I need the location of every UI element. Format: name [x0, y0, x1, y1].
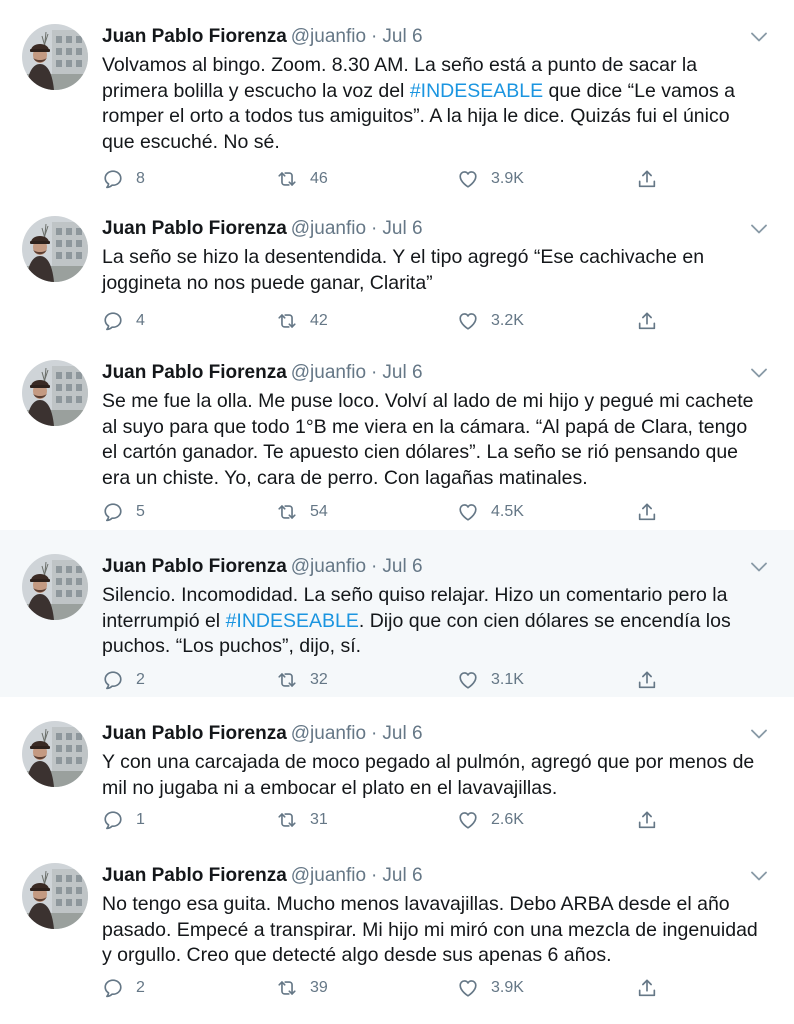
reply-icon	[102, 168, 124, 190]
author-handle[interactable]: @juanfio	[290, 26, 367, 47]
tweet-date[interactable]: Jul 6	[382, 26, 423, 47]
like-button[interactable]	[457, 499, 524, 525]
retweet-count: 46	[310, 170, 328, 187]
chevron-down-icon[interactable]	[750, 869, 768, 883]
tweet-text	[102, 389, 762, 491]
heart-icon	[457, 809, 479, 831]
author-handle[interactable]: @juanfio	[290, 218, 367, 239]
reply-icon	[102, 809, 124, 831]
tweet[interactable]	[0, 697, 794, 852]
tweet-text	[102, 583, 762, 660]
tweet-text	[102, 750, 762, 801]
tweet-header	[102, 864, 734, 888]
chevron-down-icon[interactable]	[750, 30, 768, 44]
tweet-header	[102, 25, 734, 49]
tweet[interactable]	[0, 0, 794, 210]
avatar[interactable]	[22, 721, 88, 787]
tweet-text-segment: . Dijo que con cien dólares se encendía los puchos. “Los puchos”, dijo, sí.	[102, 609, 731, 657]
heart-icon	[457, 501, 479, 523]
reply-count: 5	[136, 503, 145, 520]
reply-count: 2	[136, 671, 145, 688]
reply-button[interactable]	[102, 166, 145, 192]
separator-dot: ·	[371, 865, 378, 886]
like-button[interactable]	[457, 975, 524, 1001]
reply-button[interactable]	[102, 667, 145, 693]
share-icon	[636, 669, 658, 691]
retweet-icon	[276, 168, 298, 190]
heart-icon	[457, 977, 479, 999]
tweet-actions	[102, 308, 682, 334]
tweet[interactable]	[0, 530, 794, 706]
tweet-text	[102, 892, 762, 969]
author-name[interactable]: Juan Pablo Fiorenza	[102, 723, 287, 744]
reply-count: 8	[136, 170, 145, 187]
retweet-button[interactable]	[276, 166, 328, 192]
reply-button[interactable]	[102, 807, 145, 833]
tweet-actions	[102, 975, 682, 1001]
tweet-date[interactable]: Jul 6	[382, 362, 423, 383]
tweet-text-segment: No tengo esa guita. Mucho menos lavavajillas. Debo ARBA desde el año pasado. Empecé a transpirar. Mi hijo mi miró con una mezcla de ingenuidad y orgullo. Creo que detecté algo desde sus apenas 6 años.	[102, 893, 758, 966]
hashtag-link[interactable]: #INDESEABLE	[225, 609, 359, 632]
retweet-count: 54	[310, 503, 328, 520]
share-button[interactable]	[636, 667, 658, 693]
share-icon	[636, 809, 658, 831]
tweet-actions	[102, 166, 682, 192]
like-count: 2.6K	[491, 811, 524, 828]
like-button[interactable]	[457, 166, 524, 192]
share-button[interactable]	[636, 308, 658, 334]
like-count: 3.9K	[491, 979, 524, 996]
retweet-button[interactable]	[276, 975, 328, 1001]
author-name[interactable]: Juan Pablo Fiorenza	[102, 556, 287, 577]
chevron-down-icon[interactable]	[750, 560, 768, 574]
chevron-down-icon[interactable]	[750, 222, 768, 236]
author-handle[interactable]: @juanfio	[290, 865, 367, 886]
avatar[interactable]	[22, 554, 88, 620]
retweet-button[interactable]	[276, 499, 328, 525]
share-button[interactable]	[636, 975, 658, 1001]
hashtag-link[interactable]: #INDESEABLE	[409, 79, 544, 102]
tweet-text-segment: que dice “Le vamos a romper el orto a todos tus amiguitos”. A la hija le dice. Quizás fui el único que escuché. No sé.	[102, 79, 735, 153]
avatar[interactable]	[22, 24, 88, 90]
reply-count: 2	[136, 979, 145, 996]
retweet-icon	[276, 310, 298, 332]
tweet-header	[102, 555, 734, 579]
chevron-down-icon[interactable]	[750, 366, 768, 380]
author-name[interactable]: Juan Pablo Fiorenza	[102, 362, 287, 383]
reply-icon	[102, 310, 124, 332]
tweet-actions	[102, 807, 682, 833]
author-handle[interactable]: @juanfio	[290, 556, 367, 577]
share-button[interactable]	[636, 499, 658, 525]
share-icon	[636, 501, 658, 523]
tweet-date[interactable]: Jul 6	[382, 865, 423, 886]
retweet-icon	[276, 977, 298, 999]
author-name[interactable]: Juan Pablo Fiorenza	[102, 218, 287, 239]
tweet-actions	[102, 667, 682, 693]
retweet-button[interactable]	[276, 667, 328, 693]
tweet-date[interactable]: Jul 6	[382, 723, 423, 744]
tweet-header	[102, 722, 734, 746]
avatar[interactable]	[22, 863, 88, 929]
tweet-text	[102, 53, 762, 155]
avatar[interactable]	[22, 360, 88, 426]
like-count: 3.9K	[491, 170, 524, 187]
retweet-icon	[276, 669, 298, 691]
tweet-text-segment: Silencio. Incomodidad. La seño quiso relajar. Hizo un comentario pero la interrumpió el	[102, 584, 728, 632]
avatar[interactable]	[22, 216, 88, 282]
heart-icon	[457, 310, 479, 332]
reply-count: 1	[136, 811, 145, 828]
retweet-count: 31	[310, 811, 328, 828]
separator-dot: ·	[371, 723, 378, 744]
author-handle[interactable]: @juanfio	[290, 362, 367, 383]
tweet-text-segment: Y con una carcajada de moco pegado al pulmón, agregó que por menos de mil no jugaba ni a embocar el plato en el lavavajillas.	[102, 751, 755, 799]
separator-dot: ·	[371, 362, 378, 383]
tweet-date[interactable]: Jul 6	[382, 556, 423, 577]
share-icon	[636, 310, 658, 332]
like-button[interactable]	[457, 308, 524, 334]
heart-icon	[457, 168, 479, 190]
tweet-text-segment: Volvamos al bingo. Zoom. 8.30 AM. La seño está a punto de sacar la primera bolilla y escucho la voz del	[102, 54, 698, 102]
like-count: 3.1K	[491, 671, 524, 688]
tweet-text	[102, 245, 762, 296]
reply-icon	[102, 501, 124, 523]
retweet-count: 39	[310, 979, 328, 996]
separator-dot: ·	[371, 556, 378, 577]
tweet[interactable]	[0, 336, 794, 538]
retweet-icon	[276, 809, 298, 831]
like-button[interactable]	[457, 667, 524, 693]
like-button[interactable]	[457, 807, 524, 833]
tweet-text-segment: La seño se hizo la desentendida. Y el tipo agregó “Ese cachivache en joggineta no nos puede ganar, Clarita”	[102, 246, 705, 294]
author-name[interactable]: Juan Pablo Fiorenza	[102, 865, 287, 886]
heart-icon	[457, 669, 479, 691]
reply-button[interactable]	[102, 308, 145, 334]
reply-icon	[102, 977, 124, 999]
tweet-actions	[102, 499, 682, 525]
share-icon	[636, 168, 658, 190]
like-count: 4.5K	[491, 503, 524, 520]
author-handle[interactable]: @juanfio	[290, 723, 367, 744]
tweet-header	[102, 361, 734, 385]
author-name[interactable]: Juan Pablo Fiorenza	[102, 26, 287, 47]
retweet-count: 32	[310, 671, 328, 688]
tweet[interactable]	[0, 839, 794, 1024]
share-button[interactable]	[636, 166, 658, 192]
tweet-date[interactable]: Jul 6	[382, 218, 423, 239]
like-count: 3.2K	[491, 312, 524, 329]
retweet-button[interactable]	[276, 807, 328, 833]
retweet-count: 42	[310, 312, 328, 329]
share-button[interactable]	[636, 807, 658, 833]
share-icon	[636, 977, 658, 999]
separator-dot: ·	[371, 218, 378, 239]
retweet-icon	[276, 501, 298, 523]
reply-icon	[102, 669, 124, 691]
tweet-header	[102, 217, 734, 241]
tweet-text-segment: Se me fue la olla. Me puse loco. Volví al lado de mi hijo y pegué mi cachete al suyo para que todo 1°B me viera en la cámara. “Al papá de Clara, tengo el cartón ganador. Te apuesto cien dólares”. La seño se rió pensando que era un chiste. Yo, cara de perro. Con lagañas matinales.	[102, 390, 754, 489]
separator-dot: ·	[371, 26, 378, 47]
tweet[interactable]	[0, 192, 794, 344]
reply-button[interactable]	[102, 499, 145, 525]
chevron-down-icon[interactable]	[750, 727, 768, 741]
reply-count: 4	[136, 312, 145, 329]
reply-button[interactable]	[102, 975, 145, 1001]
retweet-button[interactable]	[276, 308, 328, 334]
